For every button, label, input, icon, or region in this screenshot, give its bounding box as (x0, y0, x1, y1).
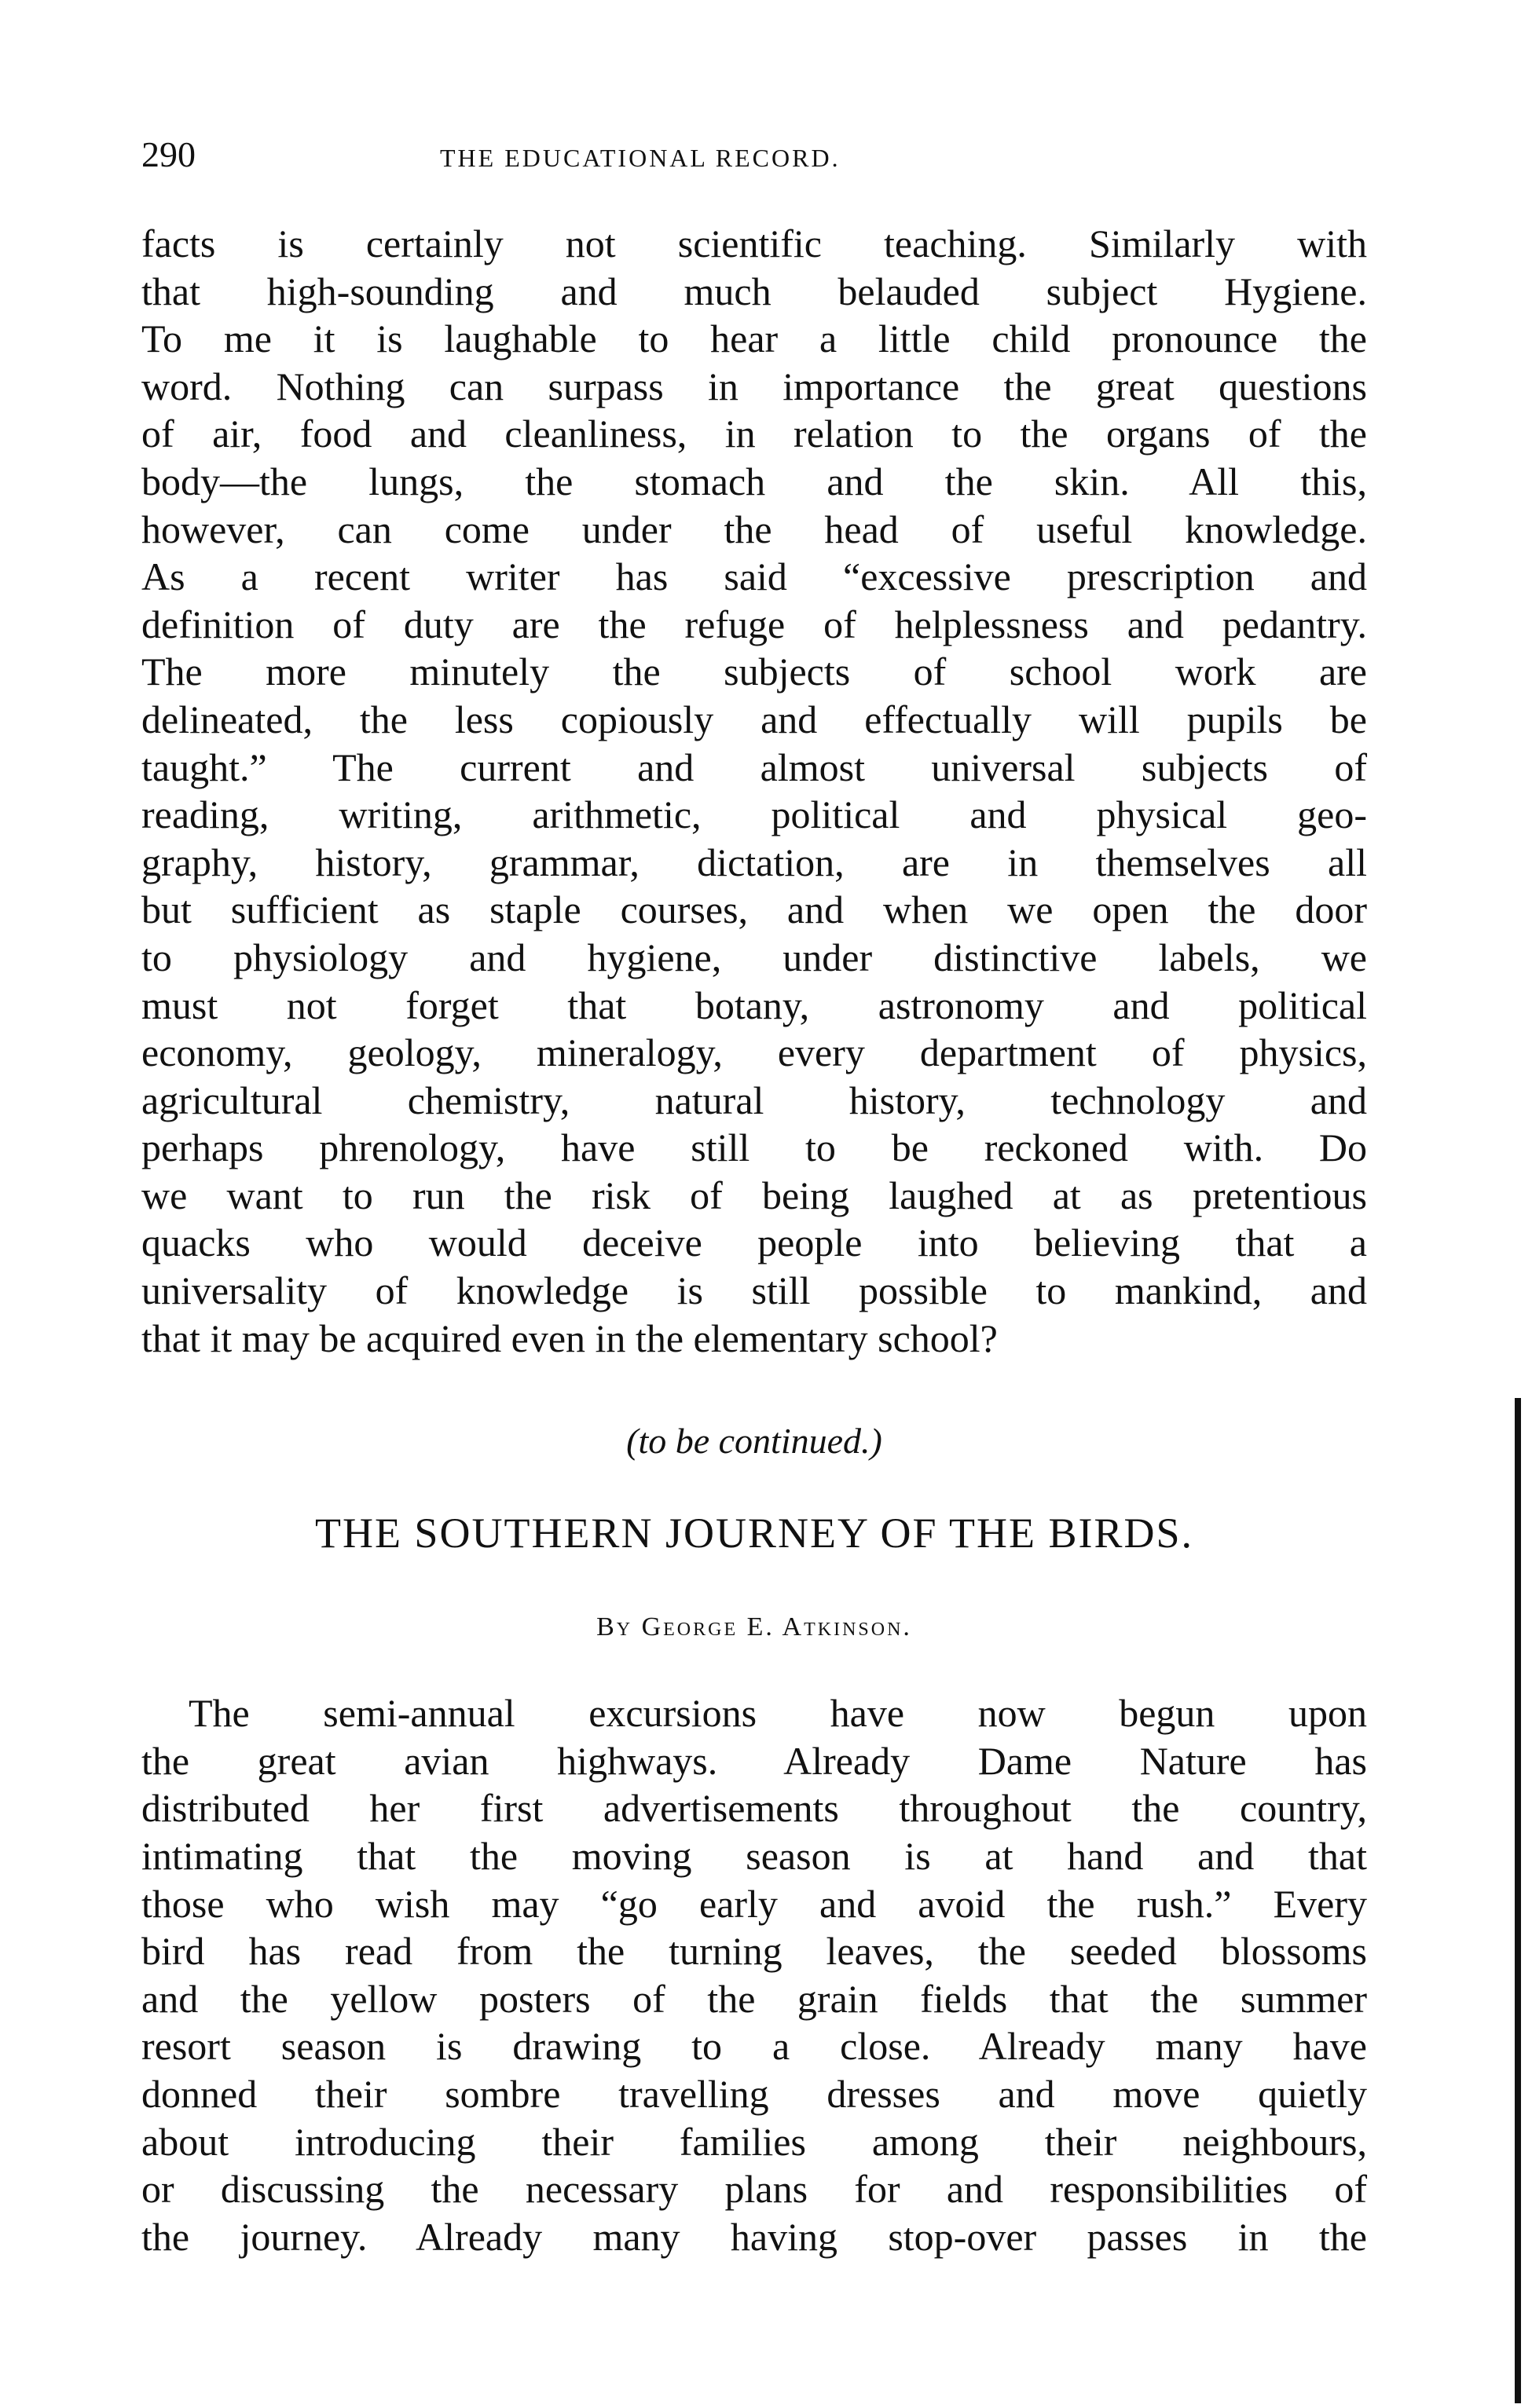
text-line: about introducing their families among their neighbours, (141, 2119, 1367, 2164)
text-line: that high-sounding and much belauded subject Hygiene. (141, 269, 1367, 313)
text-line: universality of knowledge is still possible to mankind, and (141, 1268, 1367, 1313)
text-line: The more minutely the subjects of school work are (141, 650, 1367, 694)
text-line: the great avian highways. Already Dame Nature has (141, 1738, 1367, 1783)
page-edge-rule (1515, 1398, 1521, 2403)
article-paragraph (141, 1689, 1367, 2260)
text-line: definition of duty are the refuge of helplessness and pedantry. (141, 602, 1367, 646)
byline (141, 1612, 1367, 1642)
text-line: resort season is drawing to a close. Already many have (141, 2024, 1367, 2069)
text-line: donned their sombre travelling dresses and move quietly (141, 2072, 1367, 2116)
journal-title: THE EDUCATIONAL RECORD. (440, 144, 841, 172)
to-be-continued-note: (to be continued.) (626, 1421, 882, 1462)
byline-label: By (596, 1612, 633, 1642)
text-line: must not forget that botany, astronomy and political (141, 983, 1367, 1027)
text-line: word. Nothing can surpass in importance the great questions (141, 364, 1367, 408)
text-line: the journey. Already many having stop-over passes in the (141, 2214, 1367, 2259)
text-line: and the yellow posters of the grain fields that the summer (141, 1976, 1367, 2021)
text-line: facts is certainly not scientific teaching. Similarly with (141, 221, 1367, 265)
text-line: To me it is laughable to hear a little child pronounce the (141, 317, 1367, 361)
text-line: distributed her first advertisements throughout the country, (141, 1786, 1367, 1831)
text-line: quacks who would deceive people into believing that a (141, 1220, 1367, 1265)
text-line: or discussing the necessary plans for and responsibilities of (141, 2167, 1367, 2212)
text-line: those who wish may “go early and avoid the rush.” Every (141, 1881, 1367, 1926)
text-line: perhaps phrenology, have still to be reckoned with. Do (141, 1125, 1367, 1170)
article-title: THE SOUTHERN JOURNEY OF THE BIRDS. (314, 1510, 1194, 1557)
text-line: delineated, the less copiously and effectually will pupils be (141, 697, 1367, 741)
author-name: George E. Atkinson. (641, 1612, 912, 1642)
page (141, 134, 1367, 2260)
text-line: of air, food and cleanliness, in relation to the organs of the (141, 412, 1367, 456)
text-line: The semi-annual excursions have now begun upon (189, 1691, 1367, 1736)
text-line: that it may be acquired even in the elementary school? (141, 1316, 998, 1360)
running-head (141, 134, 1367, 188)
text-line: graphy, history, grammar, dictation, are in themselves all (141, 840, 1367, 884)
text-line: agricultural chemistry, natural history, technology and (141, 1078, 1367, 1122)
text-line: but sufficient as staple courses, and when we open the door (141, 887, 1367, 932)
text-line: As a recent writer has said “excessive prescription and (141, 554, 1367, 599)
text-line: however, can come under the head of useful knowledge. (141, 507, 1367, 551)
text-line: body—the lungs, the stomach and the skin. All this, (141, 459, 1367, 503)
continued-article-paragraph (141, 220, 1367, 1362)
text-line: to physiology and hygiene, under distinctive labels, we (141, 935, 1367, 979)
text-line: intimating that the moving season is at hand and that (141, 1834, 1367, 1879)
text-line: economy, geology, mineralogy, every department of physics, (141, 1030, 1367, 1075)
text-line: taught.” The current and almost universal subjects of (141, 745, 1367, 789)
text-line: bird has read from the turning leaves, the seeded blossoms (141, 1929, 1367, 1974)
text-line: we want to run the risk of being laughed at as pretentious (141, 1173, 1367, 1217)
text-line: reading, writing, arithmetic, political and physical geo- (141, 792, 1367, 837)
page-number: 290 (141, 134, 196, 174)
